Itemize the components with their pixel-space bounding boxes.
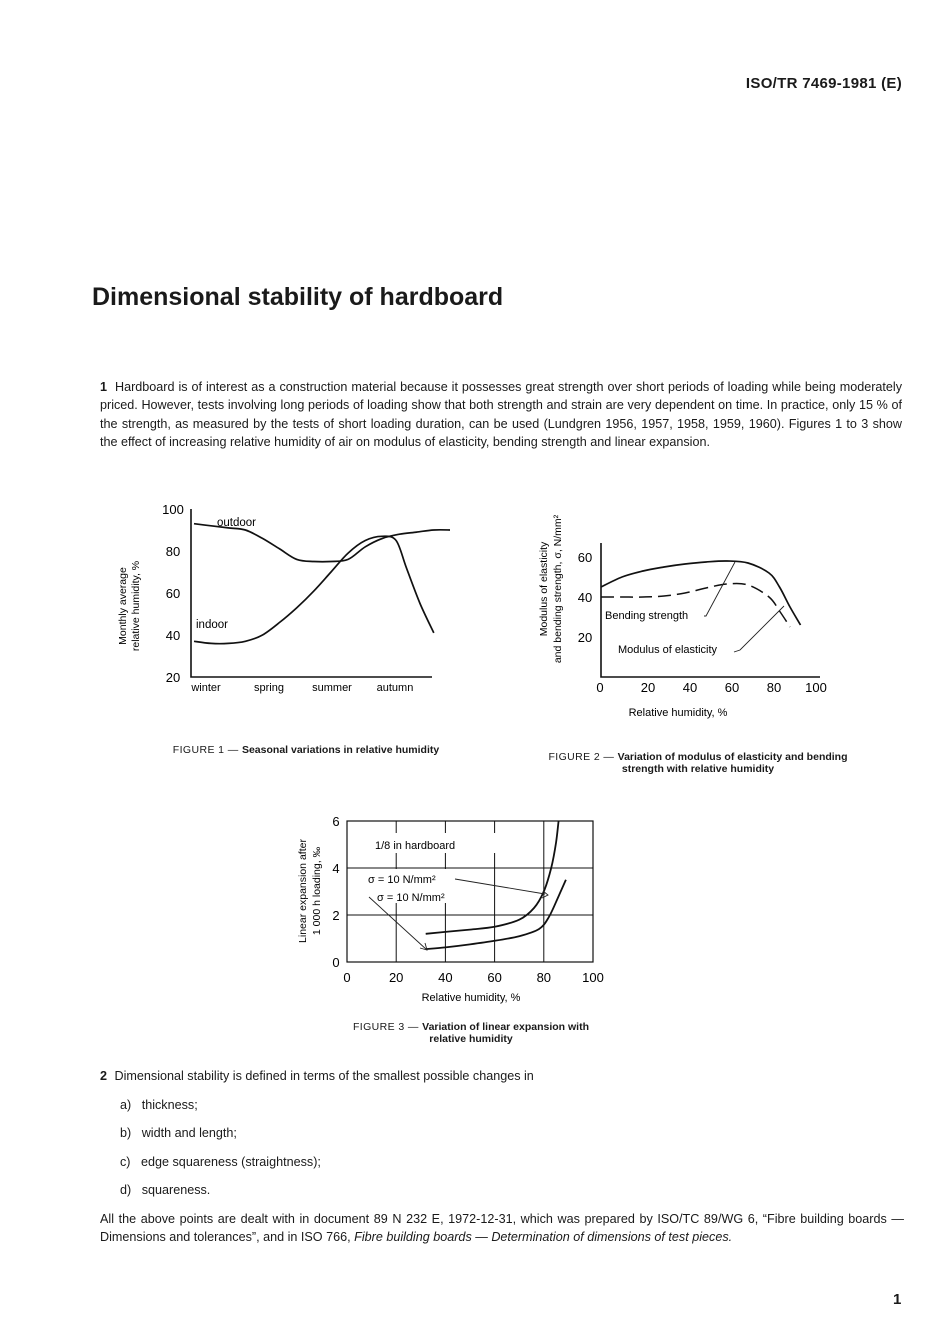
figure-3-xlabel: Relative humidity, % (421, 992, 521, 1004)
figure-1-x-tick-label: summer (312, 682, 352, 694)
figure-2-caption (522, 751, 874, 775)
paragraph-text: Hardboard is of interest as a construction material because it possesses great strength over short periods of loading while being moderately priced. However, tests involving long periods of loading show that both strength and strain are very dependent on time. In practice, only 15 % of the strength, as measured by the tests of short loading duration, can be used (Lundgren 1956, 1957, 1958, 1959, 1960). Figures 1 to 3 show the effect of increasing relative humidity of air on modulus of elasticity, bending strength and linear expansion. (100, 380, 903, 449)
figure-1-series (194, 524, 450, 644)
figure-2-x-tick-label: 80 (766, 680, 782, 695)
figure-3-caption (300, 1021, 642, 1045)
figure-3-ylabel-line1: Linear expansion after (297, 839, 309, 943)
figure-2-caption-title-1: Variation of modulus of elasticity and bending (617, 751, 848, 763)
figure-3-x-tick-label: 40 (438, 970, 453, 985)
list-item (120, 1155, 321, 1169)
figure-2-x-tick-label: 100 (805, 680, 827, 695)
figure-1-indoor-label: indoor (196, 619, 228, 631)
figure-3-board-label: 1/8 in hardboard (375, 840, 456, 852)
figure-3-chart (290, 805, 620, 1010)
figure-1-y-tick-label: 100 (162, 502, 184, 517)
figure-1-y-ticks (162, 502, 184, 685)
figure-2-bending-label: Bending strength (605, 610, 689, 622)
figure-3-lower-leader (369, 897, 427, 950)
list-item (120, 1126, 237, 1140)
list-item (120, 1098, 198, 1112)
figure-3-x-ticks (343, 970, 603, 985)
figure-2-x-tick-label: 60 (724, 680, 740, 695)
figure-3-sigma-label-1: σ = 10 N/mm² (368, 874, 436, 886)
figure-3-x-tick-label: 60 (487, 970, 502, 985)
page-number: 1 (893, 1291, 902, 1308)
figure-3-y-tick-label: 0 (332, 955, 340, 970)
figure-3-x-tick-label: 100 (582, 970, 604, 985)
list-item-text: thickness; (141, 1098, 198, 1112)
figure-2-modulus-label: Modulus of elasticity (618, 644, 718, 656)
figure-3-caption-title-2: relative humidity (429, 1033, 513, 1045)
figure-3-caption-title-1: Variation of linear expansion with (422, 1021, 590, 1033)
figure-2-xlabel: Relative humidity, % (628, 707, 728, 719)
figure-3-y-tick-label: 6 (332, 814, 340, 829)
figure-2-ylabel-line1: Modulus of elasticity (538, 541, 550, 637)
paragraph-1 (100, 378, 902, 451)
figure-2-x-ticks (596, 680, 826, 695)
page-title: Dimensional stability of hardboard (92, 283, 504, 311)
figure-3-y-tick-label: 4 (332, 861, 340, 876)
figure-1-y-tick-label: 80 (165, 544, 181, 559)
figure-1-caption (100, 744, 512, 756)
figure-2-bending-leader (704, 562, 735, 616)
paragraph-3-italic-title: Fibre building boards — Determination of dimensions of test pieces. (354, 1230, 733, 1245)
figure-3-caption-lead: FIGURE 3 — (352, 1021, 423, 1033)
figure-1-x-tick-label: winter (191, 682, 221, 694)
figure-1-caption-title: Seasonal variations in relative humidity (241, 744, 440, 756)
figure-1-series-outdoor (194, 524, 450, 562)
figure-3-y-ticks (332, 814, 339, 970)
paragraph-2 (100, 1069, 534, 1083)
figure-2-caption-lead: FIGURE 2 — (548, 751, 618, 763)
figure-2-y-tick-label: 40 (577, 590, 593, 605)
figure-3-y-tick-label: 2 (332, 908, 340, 923)
figure-2-x-tick-label: 0 (596, 680, 604, 695)
figure-1-outdoor-label: outdoor (217, 517, 257, 529)
figure-1-ylabel-line1: Monthly average (117, 567, 129, 645)
figure-1-chart (110, 495, 450, 710)
list-marker: c) (120, 1155, 131, 1169)
figure-2-ylabel-line2: and bending strength, σ, N/mm² (552, 514, 564, 664)
figure-2-y-tick-label: 20 (577, 630, 593, 645)
figure-1-y-tick-label: 40 (165, 628, 181, 643)
figure-1-y-tick-label: 20 (165, 670, 181, 685)
figure-2-x-tick-label: 40 (682, 680, 698, 695)
list-item-text: squareness. (141, 1183, 211, 1197)
list-item (120, 1183, 210, 1197)
paragraph-3-text: All the above points are dealt with in document 89 N 232 E, 1972-12-31, which was prepared by ISO/TC 89/WG 6, “Fibre building boards — Dimensions and tolerances”, and in ISO 766, (100, 1212, 904, 1245)
figure-1-y-tick-label: 60 (165, 586, 181, 601)
list-marker: b) (120, 1126, 132, 1140)
figure-3-x-tick-label: 20 (388, 970, 404, 985)
figure-1-caption-lead: FIGURE 1 — (172, 744, 242, 756)
figure-1-x-tick-label: autumn (376, 682, 414, 694)
figure-3-x-tick-label: 0 (343, 970, 351, 985)
list-item-text: width and length; (141, 1126, 237, 1140)
list-marker: a) (120, 1098, 132, 1112)
figure-2-caption-title-2: strength with relative humidity (621, 763, 775, 775)
section-2-intro: Dimensional stability is defined in terms of the smallest possible changes in (114, 1069, 534, 1083)
figure-3-sigma-label-2: σ = 10 N/mm² (377, 892, 445, 904)
figure-1-ylabel-line2: relative humidity, % (130, 560, 142, 652)
list-item-text: edge squareness (straightness); (141, 1155, 321, 1169)
document-id: ISO/TR 7469-1981 (E) (745, 75, 902, 92)
figure-2-y-tick-label: 60 (577, 550, 593, 565)
figure-1-x-ticks (190, 682, 413, 694)
figure-1-x-tick-label: spring (254, 682, 284, 694)
section-2-number: 2 (100, 1069, 108, 1083)
figure-3-x-tick-label: 80 (536, 970, 552, 985)
figure-2-y-ticks (578, 550, 592, 645)
figure-2-modulus-leader (734, 606, 784, 652)
section-number: 1 (100, 380, 108, 394)
figure-2-chart (530, 495, 850, 725)
figure-3-ylabel-line2: 1 000 h loading, ‰ (311, 846, 323, 936)
list-marker: d) (120, 1183, 132, 1197)
paragraph-3 (100, 1210, 904, 1247)
figure-1-series-indoor (194, 536, 434, 643)
figure-2-x-tick-label: 20 (640, 680, 656, 695)
